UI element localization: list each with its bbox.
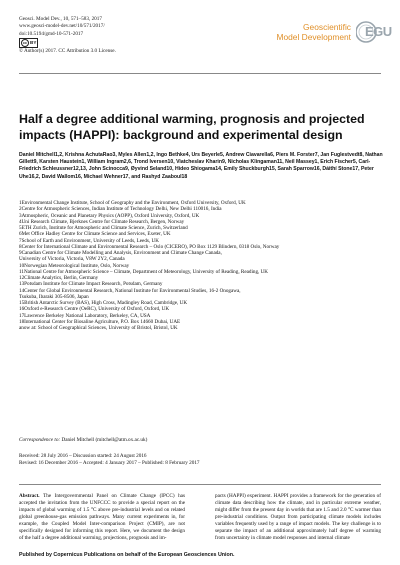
affiliation-line: 1Environmental Change Institute, School of Geography and the Environment, Oxford University, Oxford, UK — [19, 200, 246, 206]
correspondence-email[interactable]: Daniel Mitchell (mitchell@atm.ox.ac.uk) — [61, 437, 148, 443]
abstract-label: Abstract. — [19, 493, 40, 499]
abstract-text-left: The Intergovernmental Panel on Climate Change (IPCC) has accepted the invitation from the UNFCCC to provide a special report on the impacts of global warming of 1.5 °C above pre-industrial levels and on related global greenhouse-gas emission pathways. Many current experiments in, for example, the Coupled Model Inter-comparison Project (CMIP), are not specifically designed for informing this report. Here, we document the design of the half a degree additional warming, projections, prognosis and im- — [19, 493, 186, 542]
abstract-text-right: pacts (HAPPI) experiment. HAPPI provides a framework for the generation of climate data describing how the climate, and in particular extreme weather, might differ from the present day in worlds that are 1.5 and 2.0 °C warmer than pre-industrial conditions. Output from participating climate models includes variables frequently used by a range of impact models. The key challenge is to separate the impact of an additional approximately half degree of warming from uncertainty in climate model responses and internal climate — [215, 493, 381, 542]
affiliation-line: 3Atmospheric, Oceanic and Planetary Physics (AOPP), Oxford University, Oxford, UK — [19, 212, 200, 219]
header-divider — [19, 73, 381, 74]
cc-by-label: BY — [30, 40, 37, 46]
abstract-column-right — [215, 493, 381, 542]
license-row — [19, 38, 116, 48]
affiliation-line: 12Climate Analytics, Berlin, Germany — [19, 275, 99, 281]
affiliation-line: 2Centre for Atmospheric Sciences, Indian Institute of Technology Delhi, New Delhi 110016, India — [19, 206, 222, 213]
journal-name-line1: Geoscientific — [303, 22, 351, 32]
journal-name-line2: Model Development — [276, 32, 351, 42]
copyright-line: © Author(s) 2017. CC Attribution 3.0 License. — [19, 48, 116, 55]
dates-line-2: Revised: 16 December 2016 – Accepted: 4 January 2017 – Published: 8 February 2017 — [19, 460, 200, 467]
journal-reference: Geosci. Model Dev., 10, 571–583, 2017 — [19, 16, 102, 22]
affiliation-line: University of Victoria, Victoria, V8W 2Y2, Canada — [19, 256, 125, 263]
affiliation-line: 4Uni Research Climate, Bjerknes Centre for Climate Research, Bergen, Norway — [19, 218, 185, 225]
affiliation-line: 17Lawrence Berkeley National Laboratory, Berkeley, CA, USA — [19, 312, 151, 319]
affiliation-line: 8Center for International Climate and Environmental Research – Oslo (CICERO), PO Box 1129 Blindern, 0318 Oslo, Norway — [19, 243, 280, 250]
cc-license-icon[interactable] — [19, 38, 38, 48]
affiliation-line: 15British Antarctic Survey (BAS), High Cross, Madingley Road, Cambridge, UK — [19, 300, 188, 306]
publisher-footer: Published by Copernicus Publications on behalf of the European Geosciences Union. — [19, 552, 235, 558]
article-url[interactable]: www.geosci-model-dev.net/10/571/2017/ — [19, 23, 105, 30]
cc-circle-icon: cc — [23, 41, 27, 46]
affiliation-line: 10Norwegian Meteorological Institute, Oslo, Norway — [19, 262, 130, 269]
affiliation-line: 5ETH Zurich, Institute for Atmospheric and Climate Science, Zurich, Switzerland — [19, 225, 188, 231]
abstract-column-left — [19, 493, 185, 542]
correspondence-label: Correspondence to: — [19, 437, 61, 443]
affiliation-line: 11National Centre for Atmospheric Science – Climate, Department of Meteorology, University of Reading, Reading, UK — [19, 268, 269, 275]
header-citation-block — [19, 16, 116, 56]
affiliation-line: 9Canadian Centre for Climate Modelling and Analysis, Environment and Climate Change Canada, — [19, 250, 222, 256]
abstract-divider — [19, 484, 381, 485]
author-list: Daniel Mitchell1,2, Krishna AchutaRao3, Myles Allen1,2, Ingo Bethke4, Urs Beyerle5, Andrew Ciavarella6, Piers M. Forster7, Jan Fuglestvedt8, Nathan Gillett9, Karsten Haustein1, William Ingram2,6, Trond Iversen10, Viatcheslav Kharin9, Nicholas Klingaman11, Neil Massey1, Erich Fischer5, Carl-Friedrich Schleussner12,13, John Scinocca9, Øyvind Seland10, Hideo Shiogama14, Emily Shuckburgh15, Sarah Sparrow16, Dáithí Stone17, Peter Uhe16,2, David Wallom16, Michael Wehner17, and Rashyd Zaaboul18 — [19, 152, 383, 180]
journal-name — [277, 22, 351, 42]
affiliation-line: 18International Center for Biosaline Agriculture, P.O. Box 14660 Dubai, UAE — [19, 318, 181, 325]
affiliation-line: 14Center for Global Environmental Research, National Institute for Environmental Studies, 16-2 Onogawa, — [19, 287, 241, 294]
correspondence — [19, 437, 147, 443]
affiliation-list — [19, 200, 383, 331]
affiliation-line: 13Potsdam Institute for Climate Impact Research, Potsdam, Germany — [19, 281, 163, 288]
article-doi[interactable]: doi:10.5194/gmd-10-571-2017 — [19, 30, 84, 37]
affiliation-line: Tsukuba, Ibaraki 305-8506, Japan — [19, 293, 89, 300]
article-title: Half a degree additional warming, prognosis and projected impacts (HAPPI): background and experimental design — [19, 112, 365, 142]
egu-logo-icon — [356, 20, 392, 44]
affiliation-line: 6Met Office Hadley Centre for Climate Science and Services, Exeter, UK — [19, 231, 171, 238]
publication-dates — [19, 453, 200, 467]
dates-line-1: Received: 28 July 2016 – Discussion started: 24 August 2016 — [19, 453, 147, 459]
affiliation-line: 16Oxford e-Research Centre (OeRC), University of Oxford, Oxford, UK — [19, 306, 170, 313]
egu-logo-text: EGU — [365, 24, 392, 39]
journal-brand — [276, 20, 392, 44]
affiliation-line: 7School of Earth and Environment, University of Leeds, Leeds, UK — [19, 237, 159, 244]
affiliation-line: anow at: School of Geographical Sciences, University of Bristol, Bristol, UK — [19, 325, 178, 331]
